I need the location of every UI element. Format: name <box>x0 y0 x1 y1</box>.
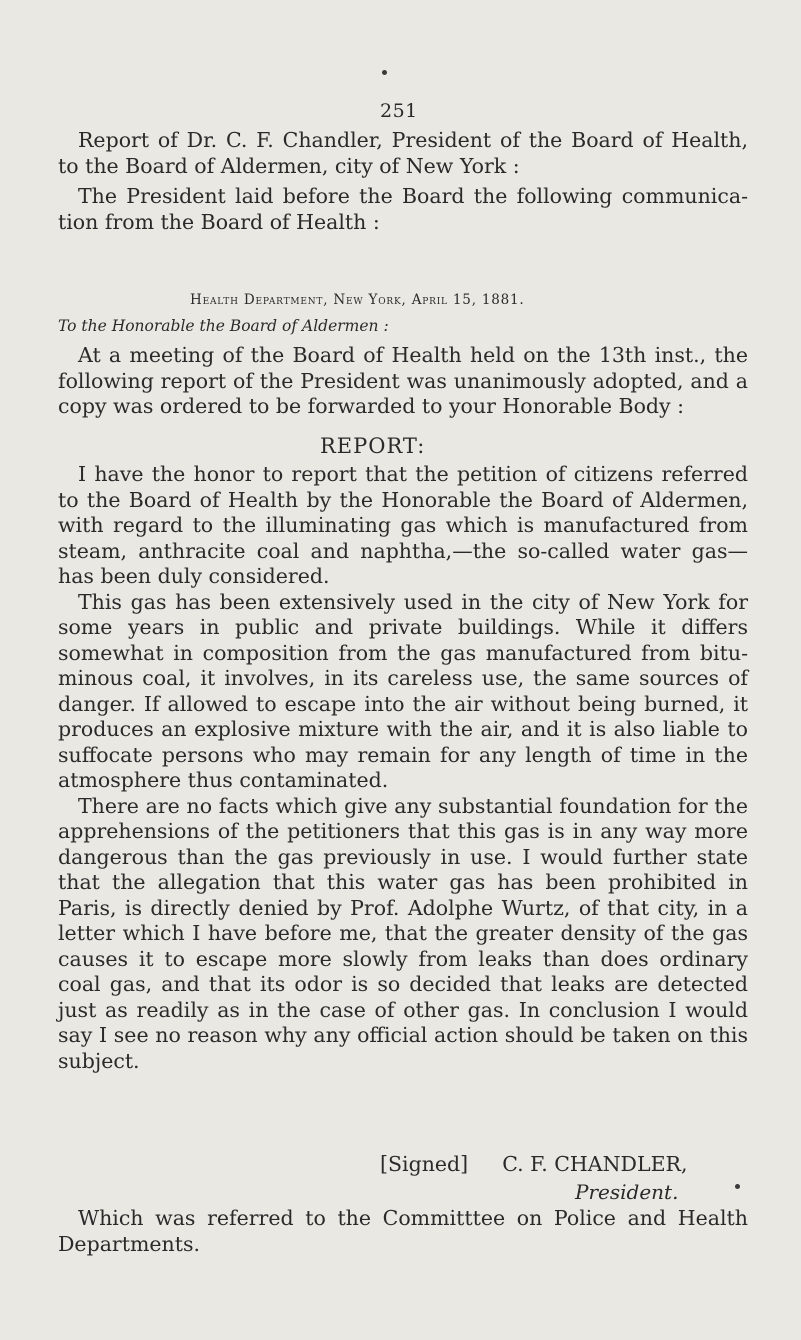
report-paragraph-3: There are no facts which give any substantial foundation for the apprehensions of the petitioners that this gas is in any way more dangerous than the gas previously in use. I would further state that the allegation that this water gas has been prohibited in Paris, is directly denied by Prof. Adolphe Wurtz, of that city, in a letter which I have before me, that the greater density of the gas causes it to escape more slowly from leaks than does ordinary coal gas, and that its odor is so decided that leaks are detected just as readily as in the case of other gas. In conclusion I would say I see no reason why any official action should be taken on this subject. <box>58 793 748 1073</box>
intro-body-block <box>58 184 748 235</box>
letter-opening-block <box>58 343 748 420</box>
signature-line <box>380 1152 688 1176</box>
intro-block <box>58 128 748 179</box>
page-number: 251 <box>380 100 418 122</box>
report-paragraph-2: This gas has been extensively used in the city of New York for some years in public and private buildings. While it differs somewhat in composition from the gas manufactured from bituminous coal, it involves, in its careless use, the same sources of danger. If allowed to escape into the air without being burned, it produces an explosive mixture with the air, and it is also liable to suffocate persons who may remain for any length of time in the atmosphere thus contaminated. <box>58 589 748 792</box>
closing-text: Which was referred to the Committtee on Police and Health Departments. <box>58 1206 748 1256</box>
print-speck <box>382 70 387 75</box>
signature-label: [Signed] <box>380 1152 469 1176</box>
report-paragraph-1: I have the honor to report that the petition of citizens referred to the Board of Health by the Honorable the Board of Aldermen, with regard to the illuminating gas which is manufactured from steam, anthracite coal and naphtha,—the so-called water gas—has been duly considered. <box>58 462 748 588</box>
report-heading: REPORT: <box>320 434 426 458</box>
report-body <box>58 462 748 1074</box>
dateline: Health Department, New York, April 15, 1881. <box>190 292 525 308</box>
closing-block <box>58 1206 748 1257</box>
salutation: To the Honorable the Board of Aldermen : <box>58 317 389 335</box>
signature-name: C. F. CHANDLER, <box>502 1152 688 1176</box>
print-speck <box>735 1184 740 1189</box>
signature-title: President. <box>575 1180 679 1204</box>
intro-body: The President laid before the Board the following communication from the Board of Health : <box>58 184 748 234</box>
intro-title: Report of Dr. C. F. Chandler, President of the Board of Health, to the Board of Aldermen, city of New York : <box>58 128 748 178</box>
letter-opening: At a meeting of the Board of Health held on the 13th inst., the following report of the President was unanimously adopted, and a copy was ordered to be forwarded to your Honorable Body : <box>58 343 748 418</box>
